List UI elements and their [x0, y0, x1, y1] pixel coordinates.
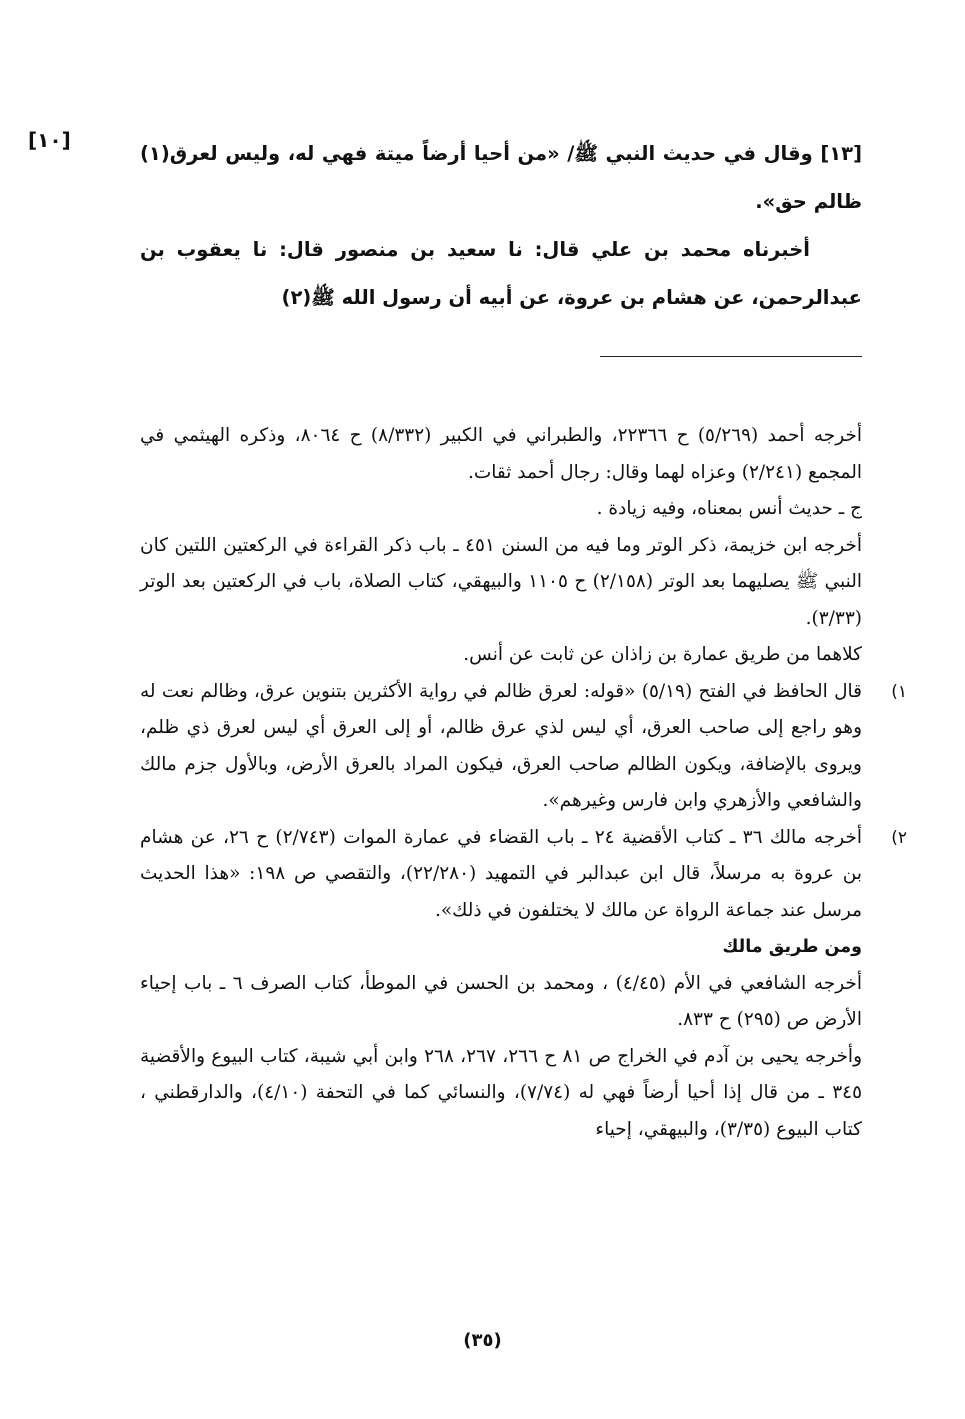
footnote-paragraph: وأخرجه يحيى بن آدم في الخراج ص ٨١ ح ٢٦٦، ٢٦٧، ٢٦٨ وابن أبي شيبة، كتاب البيوع والأقضية ٣٤٥ ـ من قال إذا أحيا أرضاً فهي له (٧/٧٤)، والنسائي كما في التحفة (٤/١٠)، والدارقطني ، كتاب البيوع (٣/٣٥)، والبيهقي، إحياء [140, 1045, 863, 1140]
main-text [140, 130, 862, 322]
footnote-paragraph: ومن طريق مالك [722, 937, 862, 957]
footnote-text: قال الحافظ في الفتح (٥/١٩) «قوله: لعرق ظالم في رواية الأكثرين بتنوين عرق، وظالم نعت له وهو راجع إلى صاحب العرق، أي ليس لذي عرق ظالم، أو إلى العرق أي ليس لعرق ذي ظلم، ويروى بالإضافة، ويكون الظالم صاحب العرق، فيكون المراد بالعرق الأرض، وبالأول جزم مالك والشافعي والأزهري وابن فارس وغيرهم». [140, 680, 862, 811]
hadith-heading: [١٣] وقال في حديث النبي ﷺ/ «من أحيا أرضاً ميتة فهي له، وليس لعرق(١) ظالم حق». [140, 142, 862, 213]
margin-marker: [١٠] [28, 128, 71, 152]
footnote-paragraph: أخرجه أحمد (٥/٢٦٩) ح ٢٢٣٦٦، والطبراني في الكبير (٨/٣٣٢) ح ٨٠٦٤، وذكره الهيثمي في المجمع (٢/٢٤١) وعزاه لهما وقال: رجال أحمد ثقات. [140, 425, 862, 483]
isnad-paragraph: أخبرناه محمد بن علي قال: نا سعيد بن منصور قال: نا يعقوب بن عبدالرحمن، عن هشام بن عروة، عن أبيه أن رسول الله ﷺ(٢) [140, 238, 862, 309]
footnote-number: ١) [891, 681, 907, 702]
footnote-paragraph: كلاهما من طريق عمارة بن زاذان عن ثابت عن أنس. [463, 644, 862, 665]
footnote-text: أخرجه مالك ٣٦ ـ كتاب الأقضية ٢٤ ـ باب القضاء في عمارة الموات (٢/٧٤٣) ح ٢٦، عن هشام بن عروة به مرسلاً، قال ابن عبدالبر في التمهيد (٢٢/٢٨٠)، والتقصي ص ١٩٨: «هذا الحديث مرسل عند جماعة الرواة عن مالك لا يختلفون في ذلك». [140, 826, 863, 921]
footnote-2 [140, 820, 907, 930]
footnote-1 [140, 674, 907, 820]
footnote-separator [600, 356, 862, 357]
page-number: (٣٥) [463, 1330, 502, 1351]
footnote-number: ٢) [891, 827, 907, 848]
footnotes [140, 418, 907, 1148]
footnote-paragraph: ج ـ حديث أنس بمعناه، وفيه زيادة . [596, 498, 862, 519]
footnote-paragraph: أخرجه الشافعي في الأم (٤/٤٥) ، ومحمد بن الحسن في الموطأ، كتاب الصرف ٦ ـ باب إحياء الأرض ص (٢٩٥) ح ٨٣٣. [140, 972, 862, 1030]
footnote-paragraph: أخرجه ابن خزيمة، ذكر الوتر وما فيه من السنن ٤٥١ ـ باب ذكر القراءة في الركعتين اللتين كان النبي ﷺ يصليهما بعد الوتر (٢/١٥٨) ح ١١٠٥ والبيهقي، كتاب الصلاة، باب في الركعتين بعد الوتر (٣/٣٣). [140, 534, 862, 629]
